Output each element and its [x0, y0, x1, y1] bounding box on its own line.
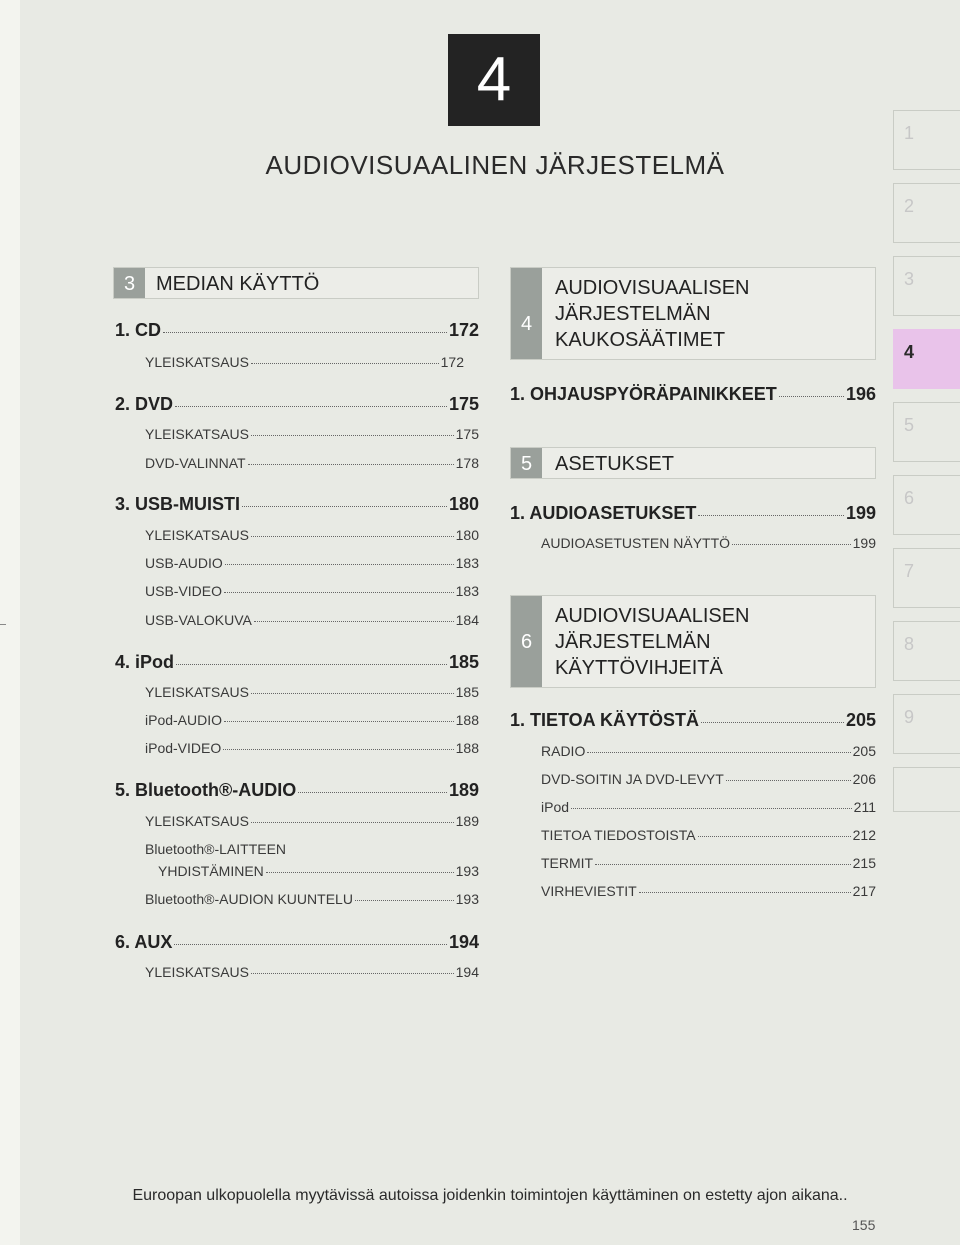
toc-label: USB-VALOKUVA: [145, 612, 252, 628]
toc-page: 178: [455, 455, 479, 471]
tab-5[interactable]: 5: [893, 402, 960, 462]
toc-entry-usb-audio[interactable]: [145, 555, 479, 571]
toc-entry-cd[interactable]: [115, 320, 479, 341]
tab-2[interactable]: 2: [893, 183, 960, 243]
toc-label: DVD-SOITIN JA DVD-LEVYT: [541, 771, 724, 787]
toc-label: 1. TIETOA KÄYTÖSTÄ: [510, 710, 700, 730]
toc-label: DVD-VALINNAT: [145, 455, 246, 471]
toc-entry-usage-info[interactable]: [510, 710, 876, 731]
toc-entry-audio-settings[interactable]: [510, 503, 876, 524]
tab-blank: [893, 767, 960, 812]
toc-entry-steering-buttons[interactable]: [510, 384, 876, 405]
toc-page: 185: [455, 684, 479, 700]
toc-entry-usb-photo[interactable]: [145, 612, 479, 628]
section-5-header: [510, 447, 876, 479]
toc-page: 215: [852, 855, 876, 871]
toc-page: 205: [852, 743, 876, 759]
toc-entry-ipod-video[interactable]: [145, 740, 479, 756]
toc-page: 193: [455, 863, 479, 879]
section-4-title-line2: JÄRJESTELMÄN: [555, 303, 711, 325]
toc-label: 4. iPod: [115, 652, 175, 672]
page-number: 155: [852, 1217, 876, 1233]
toc-page: 212: [852, 827, 876, 843]
toc-page: 183: [455, 583, 479, 599]
chapter-number: 4: [448, 34, 540, 126]
toc-label: 1. CD: [115, 320, 162, 340]
toc-entry-bt-device[interactable]: [145, 841, 479, 857]
toc-entry-dvd-player[interactable]: [541, 771, 876, 787]
section-3-number: 3: [114, 268, 145, 298]
toc-label: 3. USB-MUISTI: [115, 494, 241, 514]
toc-page: 211: [853, 799, 876, 815]
toc-label: YLEISKATSAUS: [145, 354, 250, 370]
toc-page: 217: [852, 883, 876, 899]
section-4-title-line1: AUDIOVISUAALISEN: [555, 277, 750, 299]
toc-label: VIRHEVIESTIT: [541, 883, 637, 899]
toc-entry-bt-overview[interactable]: [145, 813, 479, 829]
tab-7[interactable]: 7: [893, 548, 960, 608]
tab-9[interactable]: 9: [893, 694, 960, 754]
toc-entry-bt-connect[interactable]: [158, 863, 479, 879]
toc-page: 185: [448, 652, 479, 672]
section-4-header: [510, 267, 876, 360]
toc-label: 5. Bluetooth®-AUDIO: [115, 780, 297, 800]
toc-label: 1. OHJAUSPYÖRÄPAINIKKEET: [510, 384, 777, 404]
section-3-header: [113, 267, 479, 299]
toc-label: 6. AUX: [115, 932, 173, 952]
toc-entry-ipod[interactable]: [115, 652, 479, 673]
toc-page: 189: [455, 813, 479, 829]
toc-label: YLEISKATSAUS: [145, 964, 250, 980]
toc-label: USB-AUDIO: [145, 555, 223, 571]
tab-8[interactable]: 8: [893, 621, 960, 681]
section-6-title-line3: KÄYTTÖVIHJEITÄ: [555, 657, 723, 679]
toc-label: Bluetooth®-LAITTEEN: [145, 841, 287, 857]
section-5-number: 5: [511, 448, 542, 478]
toc-page: 189: [448, 780, 479, 800]
tab-3[interactable]: 3: [893, 256, 960, 316]
section-4-number: 4: [511, 268, 542, 359]
toc-page: 180: [455, 527, 479, 543]
page-title: AUDIOVISUAALINEN JÄRJESTELMÄ: [265, 150, 725, 180]
toc-label: USB-VIDEO: [145, 583, 223, 599]
toc-label: iPod: [541, 799, 570, 815]
toc-label: iPod-VIDEO: [145, 740, 222, 756]
toc-page: 175: [455, 426, 479, 442]
footer-note: Euroopan ulkopuolella myytävissä autoissa joidenkin toimintojen käyttäminen on estetty ajon aikana..: [132, 1187, 848, 1204]
toc-label: YHDISTÄMINEN: [158, 863, 264, 879]
toc-entry-ipod-info[interactable]: [541, 799, 876, 815]
toc-entry-ipod-overview[interactable]: [145, 684, 479, 700]
section-6-number: 6: [511, 596, 542, 687]
toc-page: 199: [852, 535, 876, 551]
toc-label: AUDIOASETUSTEN NÄYTTÖ: [541, 535, 731, 551]
tab-6[interactable]: 6: [893, 475, 960, 535]
toc-entry-aux[interactable]: [115, 932, 479, 953]
toc-label: RADIO: [541, 743, 586, 759]
toc-entry-bluetooth[interactable]: [115, 780, 479, 801]
toc-entry-dvd[interactable]: [115, 394, 479, 415]
section-4-title-line3: KAUKOSÄÄTIMET: [555, 329, 726, 351]
toc-entry-dvd-options[interactable]: [145, 455, 479, 471]
toc-label: Bluetooth®-AUDION KUUNTELU: [145, 891, 353, 907]
section-5-title: ASETUKSET: [555, 453, 674, 475]
toc-page: 180: [448, 494, 479, 514]
toc-page: 175: [448, 394, 479, 414]
toc-label: iPod-AUDIO: [145, 712, 223, 728]
toc-page: 172: [440, 354, 464, 370]
toc-page: 194: [448, 932, 479, 952]
toc-entry-terms[interactable]: [541, 855, 876, 871]
toc-page: 193: [455, 891, 479, 907]
toc-page: 205: [845, 710, 876, 730]
toc-entry-usb-video[interactable]: [145, 583, 479, 599]
toc-page: 206: [852, 771, 876, 787]
toc-entry-usb[interactable]: [115, 494, 479, 515]
toc-page: 196: [845, 384, 876, 404]
toc-entry-ipod-audio[interactable]: [145, 712, 479, 728]
section-6-header: [510, 595, 876, 688]
toc-entry-bt-listen[interactable]: [145, 891, 479, 907]
toc-page: 199: [845, 503, 876, 523]
toc-label: YLEISKATSAUS: [145, 426, 250, 442]
toc-page: 188: [455, 740, 479, 756]
toc-entry-error-messages[interactable]: [541, 883, 876, 899]
toc-label: YLEISKATSAUS: [145, 527, 250, 543]
toc-entry-dvd-overview[interactable]: [145, 426, 479, 442]
toc-entry-usb-overview[interactable]: [145, 527, 479, 543]
toc-label: YLEISKATSAUS: [145, 813, 250, 829]
tab-1[interactable]: 1: [893, 110, 960, 170]
toc-page: 184: [455, 612, 479, 628]
toc-entry-file-info[interactable]: [541, 827, 876, 843]
toc-label: TERMIT: [541, 855, 594, 871]
toc-label: 1. AUDIOASETUKSET: [510, 503, 697, 523]
toc-page: 183: [455, 555, 479, 571]
toc-entry-audio-settings-screen[interactable]: [541, 535, 876, 551]
section-6-title-line2: JÄRJESTELMÄN: [555, 631, 711, 653]
toc-label: 2. DVD: [115, 394, 174, 414]
toc-label: YLEISKATSAUS: [145, 684, 250, 700]
tab-4[interactable]: 4: [893, 329, 960, 389]
toc-entry-cd-overview[interactable]: [145, 354, 464, 370]
toc-entry-aux-overview[interactable]: [145, 964, 479, 980]
toc-page: 188: [455, 712, 479, 728]
toc-page: 172: [448, 320, 479, 340]
toc-entry-radio[interactable]: [541, 743, 876, 759]
crop-mark-left: [0, 624, 6, 625]
section-6-title-line1: AUDIOVISUAALISEN: [555, 605, 750, 627]
toc-page: 194: [455, 964, 479, 980]
section-3-title: MEDIAN KÄYTTÖ: [156, 273, 320, 295]
toc-label: TIETOA TIEDOSTOISTA: [541, 827, 696, 843]
